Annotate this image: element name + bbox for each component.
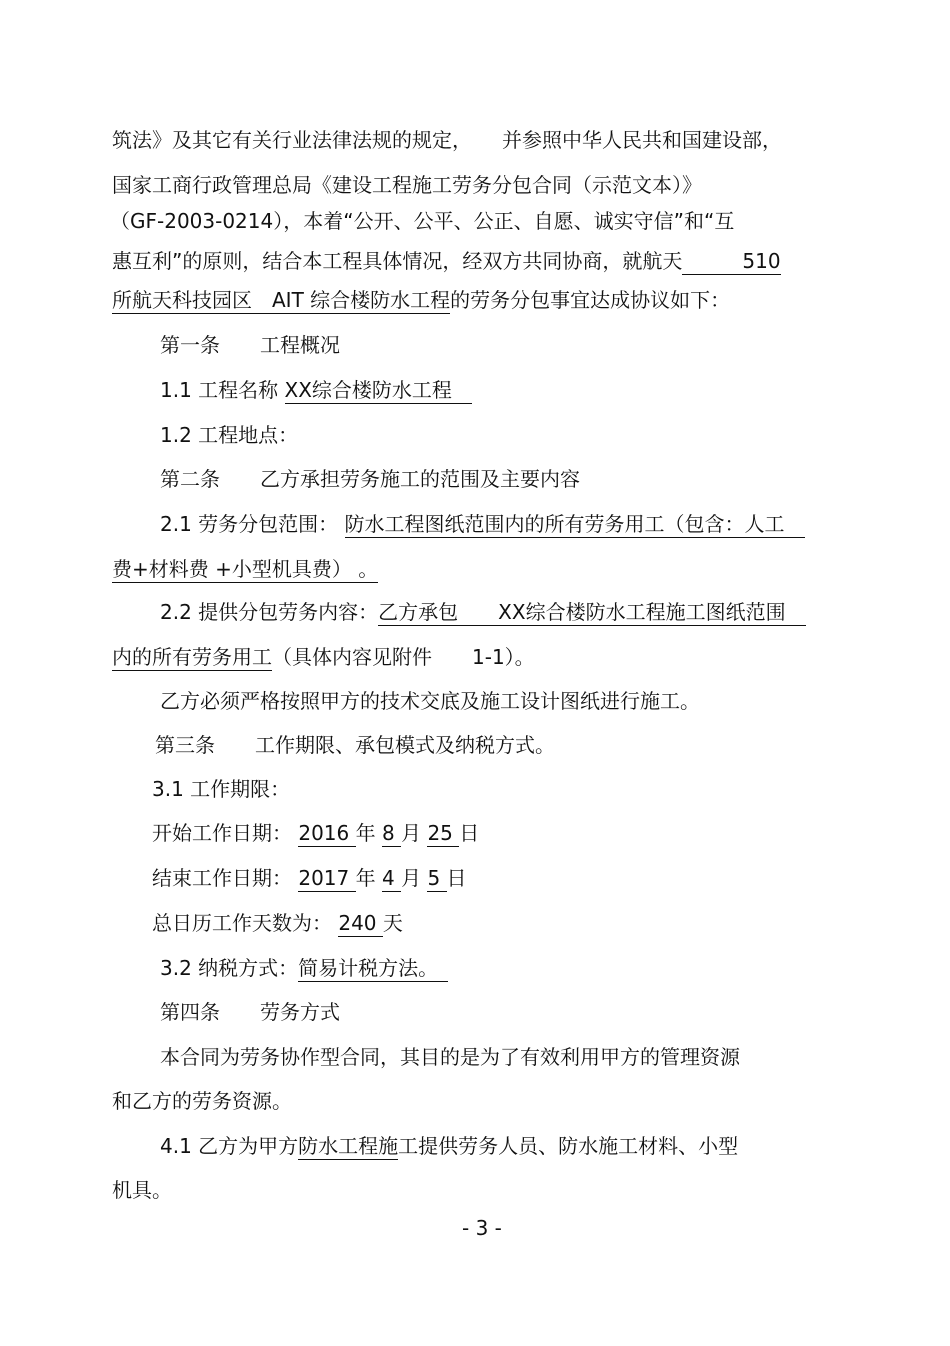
text-line: 费+材料费 +小型机具费） 。 — [112, 557, 379, 581]
text-line: 机具。 — [112, 1178, 172, 1202]
text-line: 4.1 乙方为甲方防水工程施工提供劳务人员、防水施工材料、小型 — [160, 1134, 739, 1158]
text-line: 乙方必须严格按照甲方的技术交底及施工设计图纸进行施工。 — [160, 689, 700, 713]
text-line: 3.2 纳税方式：简易计税方法。 — [160, 956, 449, 980]
text-line: 1.1 工程名称 XX综合楼防水工程 — [160, 378, 472, 402]
text-line: 1.2 工程地点： — [160, 423, 299, 447]
article-heading: 第四条 劳务方式 — [160, 1000, 340, 1024]
start-date-line: 开始工作日期： 2016 年 8 月 25 日 — [152, 821, 480, 845]
text-line: 3.1 工作期限： — [152, 777, 291, 801]
end-date-line: 结束工作日期： 2017 年 4 月 5 日 — [152, 866, 467, 890]
article-heading: 第三条 工作期限、承包模式及纳税方式。 — [155, 733, 555, 757]
article-heading: 第一条 工程概况 — [160, 333, 340, 357]
text-line: 2.1 劳务分包范围： 防水工程图纸范围内的所有劳务用工（包含：人工 — [160, 512, 805, 536]
text-line: （GF-2003-0214），本着“公开、公平、公正、自愿、诚实守信”和“互 — [110, 209, 735, 233]
text-line: 和乙方的劳务资源。 — [112, 1089, 292, 1113]
text-line: 2.2 提供分包劳务内容：乙方承包 XX综合楼防水工程施工图纸范围 — [160, 600, 806, 624]
text-line: 筑法》及其它有关行业法律法规的规定， 并参照中华人民共和国建设部， — [112, 128, 782, 152]
text-line: 内的所有劳务用工（具体内容见附件 1-1）。 — [112, 645, 535, 669]
text-line: 所航天科技园区 AIT 综合楼防水工程的劳务分包事宜达成协议如下： — [112, 288, 731, 312]
text-line: 本合同为劳务协作型合同，其目的是为了有效利用甲方的管理资源 — [160, 1045, 740, 1069]
article-heading: 第二条 乙方承担劳务施工的范围及主要内容 — [160, 467, 580, 491]
text-line: 惠互利”的原则，结合本工程具体情况，经双方共同协商，就航天 510 — [112, 249, 781, 273]
page-number: - 3 - — [462, 1216, 502, 1240]
text-line: 国家工商行政管理总局《建设工程施工劳务分包合同（示范文本）》 — [112, 173, 702, 197]
total-days-line: 总日历工作天数为： 240 天 — [152, 911, 403, 935]
